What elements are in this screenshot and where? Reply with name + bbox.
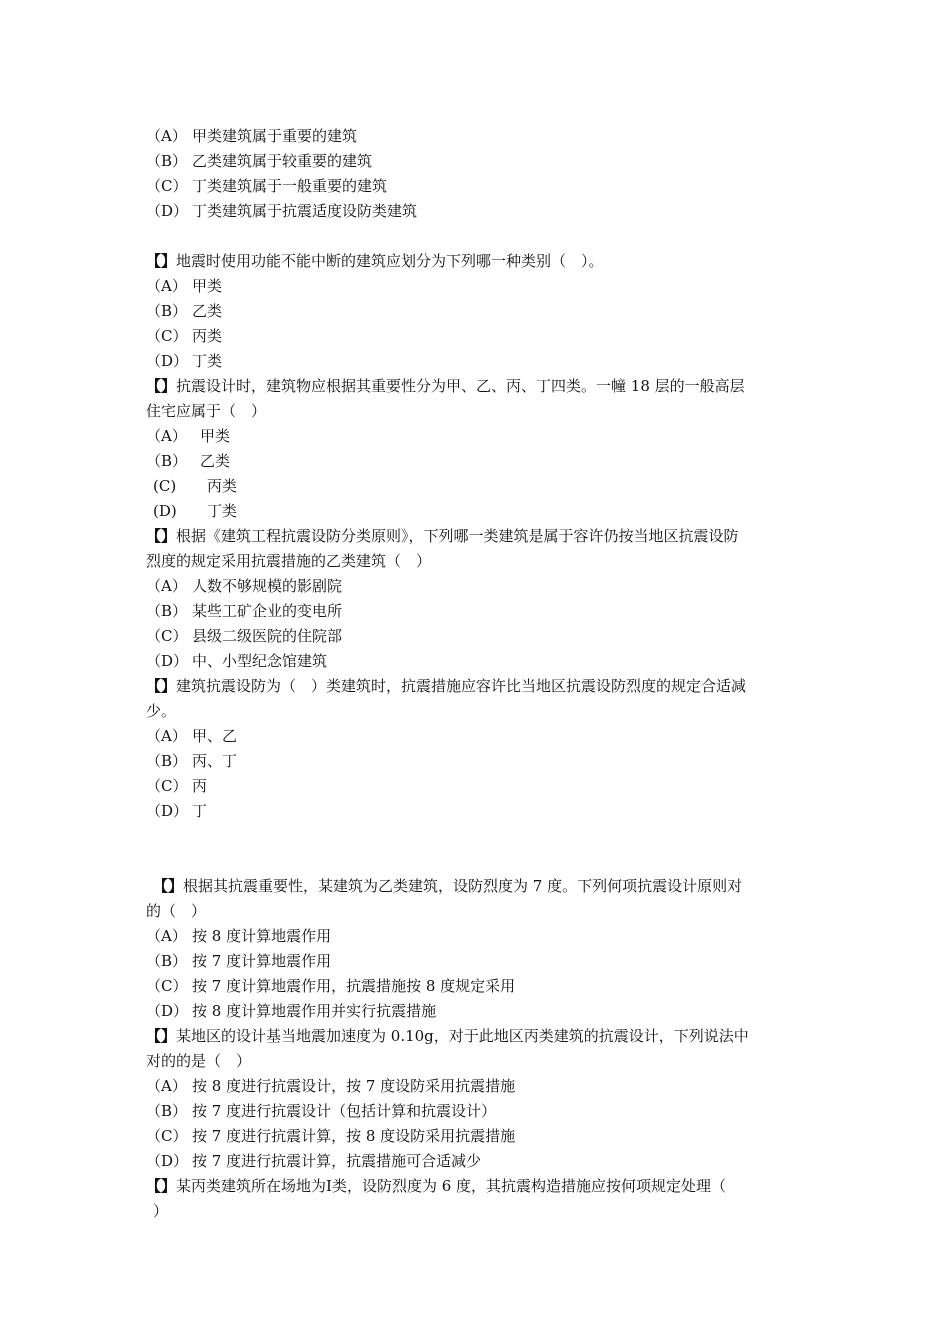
option-text: 甲类: [192, 277, 223, 295]
option-b: [146, 599, 826, 624]
option-text: 乙类: [192, 302, 223, 320]
option-text: 丙类: [207, 477, 238, 495]
option-b: [146, 299, 826, 324]
option-text: 丙类: [192, 327, 223, 345]
question-stem-cont: 烈度的规定采用抗震措施的乙类建筑（ ）: [146, 552, 432, 570]
question-text: 某地区的设计基当地震加速度为 0.10g，对于此地区丙类建筑的抗震设计，下列说法中: [176, 1027, 749, 1045]
option-b: [146, 149, 826, 174]
option-a: [146, 124, 826, 149]
option-text: 乙类建筑属于较重要的建筑: [192, 152, 373, 170]
option-text: 人数不够规模的影剧院: [192, 577, 343, 595]
option-text: 乙类: [200, 452, 231, 470]
option-text: 丁类建筑属于一般重要的建筑: [192, 177, 388, 195]
question-marker: 【】: [146, 377, 177, 395]
question-text: 某丙类建筑所在场地为Ⅰ类，设防烈度为 6 度，其抗震构造措施应按何项规定处理（: [176, 1177, 727, 1195]
option-label: (D): [153, 502, 177, 520]
question-marker: 【】: [153, 877, 184, 895]
question-stem-cont: 的（ ）: [146, 902, 207, 920]
question-stem: [146, 524, 826, 549]
option-text: 甲类: [200, 427, 231, 445]
option-b: [146, 949, 826, 974]
option-d: [146, 199, 826, 224]
option-text: 按 7 度进行抗震计算，抗震措施可合适减少: [192, 1152, 482, 1170]
option-a: [146, 274, 826, 299]
question-stem-cont: 对的的是（ ）: [146, 1052, 252, 1070]
question-5: [146, 874, 826, 1024]
question-text: 地震时使用功能不能中断的建筑应划分为下列哪一种类别（ ）。: [176, 252, 604, 270]
option-a: [146, 1074, 826, 1099]
option-label: （D）: [146, 202, 189, 220]
option-text: 丁类: [192, 352, 223, 370]
option-a: [146, 924, 826, 949]
option-text: 某些工矿企业的变电所: [192, 602, 343, 620]
option-b: [146, 1099, 826, 1124]
question-stem: [146, 1024, 826, 1049]
question-stem: [146, 874, 826, 899]
question-stem: [146, 674, 826, 699]
option-a: [146, 724, 826, 749]
option-label: （B）: [146, 452, 188, 470]
option-d: [146, 799, 826, 824]
option-label: （A）: [146, 127, 187, 145]
question-marker: 【】: [146, 252, 177, 270]
option-label: （A）: [146, 577, 187, 595]
option-label: （D）: [146, 802, 189, 820]
question-text: 根据《建筑工程抗震设防分类原则》，下列哪一类建筑是属于容许仍按当地区抗震设防: [176, 527, 739, 545]
option-label: （A）: [146, 427, 187, 445]
option-label: （C）: [146, 1127, 188, 1145]
option-label: （C）: [146, 977, 188, 995]
option-label: （D）: [146, 1002, 189, 1020]
question-text: 根据其抗震重要性，某建筑为乙类建筑，设防烈度为 7 度。下列何项抗震设计原则对: [183, 877, 743, 895]
option-label: （B）: [146, 152, 188, 170]
option-label: （B）: [146, 302, 188, 320]
option-d: [146, 1149, 826, 1174]
option-a: [146, 574, 826, 599]
option-text: 按 7 度计算地震作用: [192, 952, 332, 970]
option-d: [146, 999, 826, 1024]
option-c: [146, 1124, 826, 1149]
option-text: 丙: [192, 777, 208, 795]
option-label: （D）: [146, 352, 189, 370]
option-c: [146, 324, 826, 349]
option-text: 丁类建筑属于抗震适度设防类建筑: [192, 202, 418, 220]
option-label: （C）: [146, 777, 188, 795]
option-label: （A）: [146, 927, 187, 945]
option-text: 按 8 度计算地震作用并实行抗震措施: [192, 1002, 437, 1020]
option-text: 按 8 度计算地震作用: [192, 927, 332, 945]
option-d: [146, 649, 826, 674]
option-text: 中、小型纪念馆建筑: [192, 652, 328, 670]
option-label: (C): [153, 477, 177, 495]
question-text: 建筑抗震设防为（ ）类建筑时，抗震措施应容许比当地区抗震设防烈度的规定合适减: [176, 677, 747, 695]
question-stem: [146, 249, 826, 274]
option-label: （B）: [146, 952, 188, 970]
option-b: [146, 449, 826, 474]
question-stem-cont: 少。: [146, 702, 177, 720]
question-4: [146, 674, 826, 824]
option-c: [146, 174, 826, 199]
option-c: [146, 624, 826, 649]
option-a: [146, 424, 826, 449]
option-d: [146, 349, 826, 374]
option-b: [146, 749, 826, 774]
question-stem: [146, 374, 826, 399]
option-c: [146, 974, 826, 999]
option-label: （B）: [146, 752, 188, 770]
option-text: 甲类建筑属于重要的建筑: [192, 127, 358, 145]
question-3: [146, 524, 826, 674]
question-6: [146, 1024, 826, 1174]
option-label: （D）: [146, 652, 189, 670]
option-label: （D）: [146, 1152, 189, 1170]
option-c: [146, 474, 826, 499]
option-c: [146, 774, 826, 799]
option-label: （C）: [146, 327, 188, 345]
option-text: 丁类: [207, 502, 238, 520]
option-text: 丁: [192, 802, 208, 820]
option-text: 丙、丁: [192, 752, 238, 770]
question-1: [146, 249, 826, 374]
question-marker: 【】: [146, 1177, 177, 1195]
option-text: 按 7 度进行抗震计算，按 8 度设防采用抗震措施: [192, 1127, 516, 1145]
option-d: [146, 499, 826, 524]
option-label: （C）: [146, 177, 188, 195]
question-stem-cont: ）: [153, 1202, 169, 1220]
option-text: 按 7 度进行抗震设计（包括计算和抗震设计）: [192, 1102, 497, 1120]
option-label: （A）: [146, 727, 187, 745]
option-label: （A）: [146, 1077, 187, 1095]
question-stem-cont: 住宅应属于（ ）: [146, 402, 267, 420]
option-label: （B）: [146, 1102, 188, 1120]
question-stem: [146, 1174, 826, 1199]
question-2: [146, 374, 826, 524]
option-label: （C）: [146, 627, 188, 645]
question-marker: 【】: [146, 677, 177, 695]
option-text: 按 8 度进行抗震设计，按 7 度设防采用抗震措施: [192, 1077, 516, 1095]
option-text: 县级二级医院的住院部: [192, 627, 343, 645]
option-text: 甲、乙: [192, 727, 238, 745]
option-text: 按 7 度计算地震作用，抗震措施按 8 度规定采用: [192, 977, 516, 995]
question-marker: 【】: [146, 527, 177, 545]
question-block-0: [146, 124, 826, 224]
question-text: 抗震设计时，建筑物应根据其重要性分为甲、乙、丙、丁四类。一幢 18 层的一般高层: [176, 377, 745, 395]
document-page: [146, 124, 826, 1224]
question-7: [146, 1174, 826, 1224]
option-label: （A）: [146, 277, 187, 295]
question-marker: 【】: [146, 1027, 177, 1045]
option-label: （B）: [146, 602, 188, 620]
